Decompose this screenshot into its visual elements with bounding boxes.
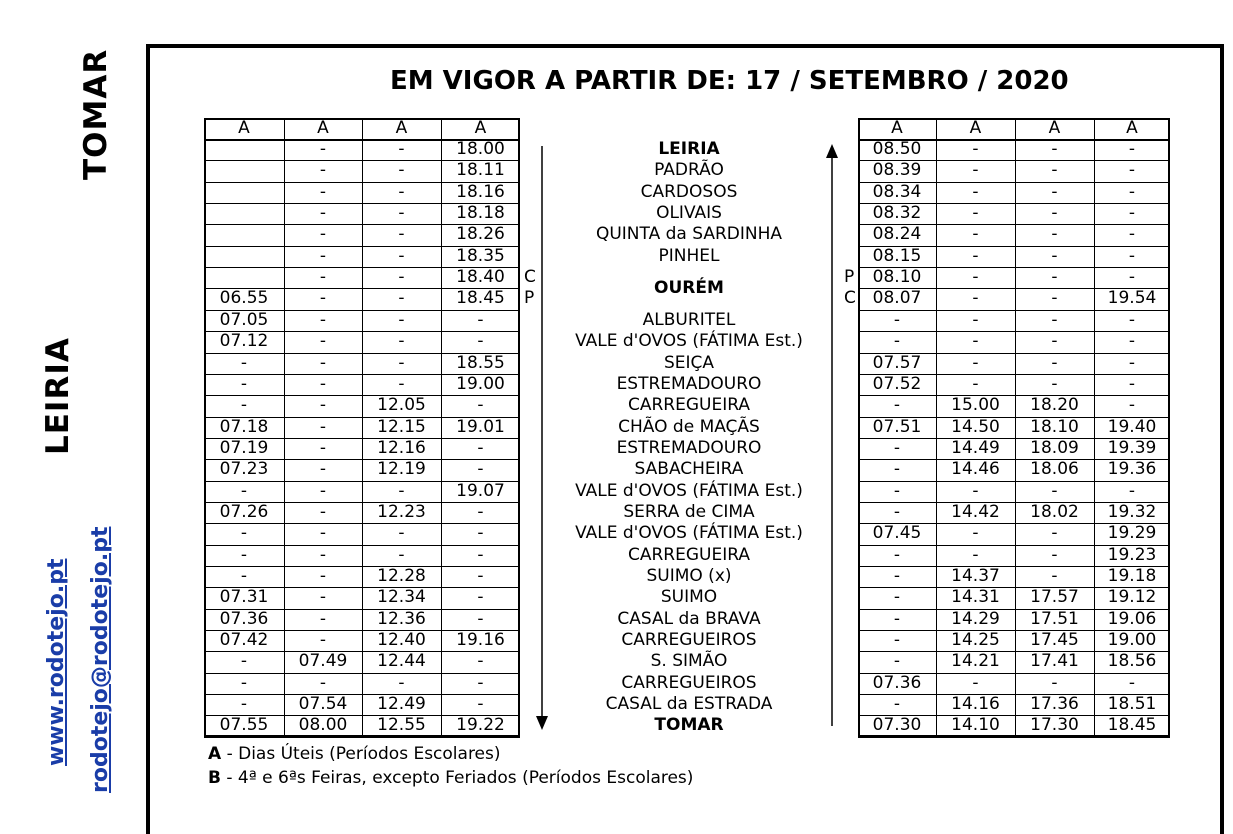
right-time-cell: 17.57 bbox=[1030, 587, 1079, 608]
right-time-cell: - bbox=[972, 480, 979, 501]
right-time-cell: - bbox=[1128, 395, 1136, 416]
left-time-cell: 12.49 bbox=[377, 694, 426, 715]
marker-c-left: C bbox=[524, 267, 536, 288]
legend-b-text: - 4ª e 6ªs Feiras, excepto Feriados (Períodos Escolares) bbox=[220, 768, 694, 788]
left-time-cell: - bbox=[319, 309, 327, 330]
left-time-cell: 18.26 bbox=[456, 224, 505, 245]
legend-a-key: A bbox=[208, 744, 222, 764]
left-time-cell: - bbox=[319, 267, 327, 288]
right-time-cell: 14.50 bbox=[951, 416, 1000, 437]
right-time-cell: 07.30 bbox=[872, 715, 922, 736]
right-time-cell: - bbox=[893, 309, 901, 330]
right-time-cell: - bbox=[893, 437, 901, 458]
right-time-cell: - bbox=[972, 139, 979, 159]
stop-name: SUIMO (x) bbox=[646, 566, 732, 586]
right-time-cell: 18.45 bbox=[1107, 715, 1157, 736]
left-time-cell: - bbox=[477, 437, 484, 458]
right-time-cell: - bbox=[893, 544, 901, 565]
left-time-cell: 12.23 bbox=[377, 501, 426, 522]
left-time-cell: - bbox=[319, 608, 327, 629]
right-time-cell: 18.09 bbox=[1030, 437, 1079, 458]
left-time-cell: - bbox=[398, 224, 405, 245]
left-time-cell: 18.18 bbox=[456, 203, 505, 224]
stop-name: CARREGUEIROS bbox=[621, 630, 757, 651]
left-time-cell: - bbox=[477, 501, 484, 522]
website-link[interactable]: www.rodotejo.pt bbox=[44, 558, 69, 766]
left-time-cell: 07.12 bbox=[219, 331, 269, 352]
left-time-cell: - bbox=[398, 480, 405, 501]
left-time-cell: - bbox=[477, 544, 484, 565]
right-time-cell: - bbox=[1051, 566, 1058, 586]
right-header: A bbox=[1126, 118, 1138, 138]
right-time-cell: 17.36 bbox=[1030, 694, 1079, 715]
right-time-cell: - bbox=[893, 395, 901, 416]
right-time-cell: 14.31 bbox=[951, 587, 1000, 608]
right-time-cell: - bbox=[893, 608, 901, 629]
left-time-cell: - bbox=[319, 139, 327, 159]
left-time-cell: - bbox=[398, 160, 405, 181]
left-time-cell: - bbox=[477, 694, 484, 715]
right-time-cell: - bbox=[972, 267, 979, 288]
stop-name: VALE d'OVOS (FÁTIMA Est.) bbox=[575, 331, 803, 352]
stop-name: SEIÇA bbox=[663, 352, 715, 373]
right-time-cell: 19.40 bbox=[1107, 416, 1157, 437]
left-time-cell: - bbox=[319, 523, 327, 544]
right-time-cell: 07.36 bbox=[872, 672, 922, 693]
left-time-cell: 08.00 bbox=[298, 715, 348, 736]
side-label-tomar: TOMAR bbox=[78, 48, 114, 180]
right-time-cell: - bbox=[972, 160, 979, 181]
right-time-cell: - bbox=[1051, 480, 1058, 501]
left-time-cell: - bbox=[477, 331, 484, 352]
left-time-cell: - bbox=[398, 373, 405, 394]
left-time-cell: - bbox=[319, 203, 327, 224]
right-time-cell: 08.39 bbox=[872, 160, 922, 181]
stop-name: QUINTA da SARDINHA bbox=[595, 224, 783, 245]
left-time-cell: - bbox=[319, 566, 327, 586]
left-time-cell: - bbox=[319, 587, 327, 608]
page-title: EM VIGOR A PARTIR DE: 17 / SETEMBRO / 2020 bbox=[390, 66, 1069, 96]
right-time-cell: - bbox=[893, 480, 901, 501]
right-time-cell: 07.57 bbox=[872, 352, 922, 373]
right-time-cell: - bbox=[972, 288, 979, 309]
left-time-cell: - bbox=[240, 672, 248, 693]
stop-name: ESTREMADOURO bbox=[616, 373, 762, 394]
right-time-cell: 07.45 bbox=[872, 523, 922, 544]
right-time-cell: - bbox=[972, 203, 979, 224]
legend-b bbox=[208, 768, 693, 788]
stop-name: PINHEL bbox=[658, 245, 720, 266]
right-time-cell: 19.06 bbox=[1107, 608, 1157, 629]
right-time-cell: - bbox=[1051, 544, 1058, 565]
marker-p-left: P bbox=[524, 288, 535, 309]
right-header: A bbox=[1048, 118, 1061, 138]
left-time-cell: - bbox=[319, 160, 327, 181]
left-time-cell: - bbox=[398, 544, 405, 565]
right-time-cell: 18.51 bbox=[1107, 694, 1157, 715]
left-time-cell: 18.40 bbox=[456, 267, 505, 288]
right-time-cell: - bbox=[1128, 245, 1136, 266]
stop-name: S. SIMÃO bbox=[650, 651, 728, 672]
stop-name: SABACHEIRA bbox=[634, 459, 744, 480]
left-time-cell: 12.16 bbox=[377, 437, 426, 458]
legend-b-key: B bbox=[208, 768, 221, 788]
direction-arrows bbox=[204, 118, 1170, 737]
stop-name: CHÃO de MAÇÃS bbox=[618, 416, 760, 437]
right-time-cell: 19.36 bbox=[1107, 459, 1157, 480]
right-time-cell: 08.15 bbox=[872, 245, 922, 266]
left-time-cell: 07.19 bbox=[219, 437, 269, 458]
stop-name: CARREGUEIRA bbox=[628, 395, 750, 416]
left-time-cell: 07.26 bbox=[219, 501, 269, 522]
timetable bbox=[204, 118, 1170, 738]
left-time-cell: - bbox=[240, 352, 248, 373]
right-time-cell: - bbox=[1128, 373, 1136, 394]
left-time-cell: - bbox=[398, 139, 405, 159]
left-time-cell: - bbox=[398, 523, 405, 544]
left-time-cell: 19.01 bbox=[456, 416, 505, 437]
right-time-cell: - bbox=[1128, 224, 1136, 245]
right-time-cell: 14.42 bbox=[951, 501, 1000, 522]
right-time-cell: - bbox=[1051, 203, 1058, 224]
left-time-cell: 18.16 bbox=[456, 181, 505, 202]
left-time-cell: 18.55 bbox=[456, 352, 505, 373]
right-time-cell: - bbox=[1128, 309, 1136, 330]
left-time-cell: 12.36 bbox=[377, 608, 426, 629]
right-time-cell: 18.20 bbox=[1030, 395, 1079, 416]
left-time-cell: - bbox=[319, 501, 327, 522]
right-time-cell: 14.16 bbox=[951, 694, 1000, 715]
right-time-cell: - bbox=[972, 544, 979, 565]
left-time-cell: - bbox=[319, 459, 327, 480]
right-time-cell: 14.29 bbox=[951, 608, 1000, 629]
left-header: A bbox=[238, 118, 250, 138]
right-time-cell: - bbox=[972, 331, 979, 352]
right-time-cell: - bbox=[893, 566, 901, 586]
left-time-cell: - bbox=[398, 352, 405, 373]
left-time-cell: 12.34 bbox=[377, 587, 426, 608]
left-time-cell: - bbox=[319, 331, 327, 352]
right-time-cell: - bbox=[1051, 331, 1058, 352]
right-time-cell: 17.30 bbox=[1030, 715, 1079, 736]
left-time-cell: 07.23 bbox=[219, 459, 269, 480]
left-time-cell: 07.49 bbox=[298, 651, 348, 672]
left-time-cell: 12.40 bbox=[377, 630, 426, 651]
right-time-cell: - bbox=[893, 459, 901, 480]
right-time-cell: - bbox=[893, 587, 901, 608]
right-time-cell: - bbox=[1051, 267, 1058, 288]
right-time-cell: - bbox=[972, 224, 979, 245]
right-time-cell: 08.32 bbox=[872, 203, 922, 224]
left-time-cell: 07.05 bbox=[219, 309, 269, 330]
right-time-cell: - bbox=[1128, 480, 1136, 501]
left-time-cell: - bbox=[319, 224, 327, 245]
right-time-cell: - bbox=[1051, 352, 1058, 373]
right-time-cell: 18.10 bbox=[1030, 416, 1079, 437]
right-time-cell: 19.23 bbox=[1107, 544, 1157, 565]
left-header: A bbox=[317, 118, 329, 138]
right-header: A bbox=[891, 118, 903, 138]
left-time-cell: - bbox=[319, 437, 327, 458]
left-time-cell: - bbox=[240, 544, 248, 565]
left-time-cell: 18.11 bbox=[456, 160, 505, 181]
left-time-cell: - bbox=[398, 181, 405, 202]
right-time-cell: 14.10 bbox=[951, 715, 1000, 736]
right-time-cell: 17.45 bbox=[1030, 630, 1079, 651]
left-time-cell: 18.45 bbox=[456, 288, 505, 309]
stop-name: CARDOSOS bbox=[640, 181, 738, 202]
row-divider bbox=[204, 737, 520, 738]
right-time-cell: 17.41 bbox=[1030, 651, 1079, 672]
right-time-cell: - bbox=[1051, 309, 1058, 330]
right-time-cell: 18.02 bbox=[1030, 501, 1079, 522]
right-time-cell: - bbox=[1051, 160, 1058, 181]
left-time-cell: - bbox=[398, 288, 405, 309]
stop-name: CASAL da BRAVA bbox=[617, 608, 761, 629]
up-arrow-head bbox=[826, 144, 838, 158]
left-time-cell: 19.22 bbox=[456, 715, 505, 736]
left-time-cell: - bbox=[398, 245, 405, 266]
left-time-cell: - bbox=[477, 608, 484, 629]
row-divider bbox=[858, 737, 1170, 738]
stop-name: VALE d'OVOS (FÁTIMA Est.) bbox=[575, 480, 803, 501]
left-time-cell: - bbox=[240, 651, 248, 672]
left-time-cell: - bbox=[319, 181, 327, 202]
right-time-cell: - bbox=[1128, 672, 1136, 693]
right-time-cell: 08.07 bbox=[872, 288, 922, 309]
left-time-cell: - bbox=[240, 566, 248, 586]
right-time-cell: - bbox=[1051, 245, 1058, 266]
marker-p-right: P bbox=[844, 267, 855, 288]
right-time-cell: 18.56 bbox=[1107, 651, 1157, 672]
left-time-cell: - bbox=[319, 416, 327, 437]
left-time-cell: - bbox=[319, 544, 327, 565]
left-time-cell: - bbox=[477, 459, 484, 480]
right-time-cell: - bbox=[1051, 224, 1058, 245]
stop-name: CASAL da ESTRADA bbox=[605, 694, 773, 715]
email-link[interactable]: rodotejo@rodotejo.pt bbox=[88, 526, 113, 793]
left-time-cell: 12.28 bbox=[377, 566, 426, 586]
right-time-cell: - bbox=[972, 245, 979, 266]
left-time-cell: - bbox=[398, 331, 405, 352]
right-time-cell: - bbox=[1051, 288, 1058, 309]
stop-name-merged: OURÉM bbox=[654, 277, 724, 298]
right-time-cell: - bbox=[1128, 331, 1136, 352]
right-time-cell: 19.12 bbox=[1107, 587, 1157, 608]
stop-name: ESTREMADOURO bbox=[616, 437, 762, 458]
right-time-cell: - bbox=[1128, 267, 1136, 288]
right-time-cell: 14.37 bbox=[951, 566, 1000, 586]
right-time-cell: - bbox=[1128, 203, 1136, 224]
left-time-cell: - bbox=[477, 651, 484, 672]
left-time-cell: - bbox=[477, 587, 484, 608]
left-time-cell: - bbox=[477, 672, 484, 693]
right-time-cell: - bbox=[972, 352, 979, 373]
right-time-cell: 08.24 bbox=[872, 224, 922, 245]
right-time-cell: 19.54 bbox=[1107, 288, 1157, 309]
left-header: A bbox=[395, 118, 408, 138]
right-time-cell: - bbox=[893, 651, 901, 672]
left-time-cell: 07.42 bbox=[219, 630, 269, 651]
left-time-cell: - bbox=[398, 309, 405, 330]
right-time-cell: 14.46 bbox=[951, 459, 1000, 480]
left-time-cell: 19.16 bbox=[456, 630, 505, 651]
left-time-cell: 07.36 bbox=[219, 608, 269, 629]
left-time-cell: - bbox=[477, 309, 484, 330]
left-time-cell: 12.05 bbox=[377, 395, 426, 416]
right-time-cell: - bbox=[972, 672, 979, 693]
left-time-cell: - bbox=[319, 630, 327, 651]
stop-name: VALE d'OVOS (FÁTIMA Est.) bbox=[575, 523, 803, 544]
right-time-cell: 14.49 bbox=[951, 437, 1000, 458]
right-time-cell: 18.06 bbox=[1030, 459, 1079, 480]
stop-name: SERRA de CIMA bbox=[623, 501, 755, 522]
right-time-cell: 19.39 bbox=[1107, 437, 1157, 458]
stop-name: LEIRIA bbox=[658, 139, 720, 159]
right-time-cell: - bbox=[1051, 181, 1058, 202]
right-time-cell: 17.51 bbox=[1030, 608, 1079, 629]
right-time-cell: - bbox=[893, 630, 901, 651]
left-time-cell: 19.00 bbox=[456, 373, 505, 394]
right-time-cell: - bbox=[1051, 672, 1058, 693]
right-time-cell: - bbox=[893, 501, 901, 522]
left-time-cell: - bbox=[240, 523, 248, 544]
left-time-cell: 07.18 bbox=[219, 416, 269, 437]
right-time-cell: 08.34 bbox=[872, 181, 922, 202]
left-time-cell: - bbox=[398, 267, 405, 288]
left-time-cell: 18.35 bbox=[456, 245, 505, 266]
right-time-cell: - bbox=[972, 309, 979, 330]
left-time-cell: - bbox=[319, 672, 327, 693]
left-time-cell: 07.55 bbox=[219, 715, 269, 736]
stop-name: CARREGUEIRA bbox=[628, 544, 750, 565]
right-time-cell: - bbox=[1051, 523, 1058, 544]
stop-name: TOMAR bbox=[654, 715, 724, 736]
right-time-cell: 14.25 bbox=[951, 630, 1000, 651]
left-time-cell: - bbox=[398, 672, 405, 693]
stop-name: ALBURITEL bbox=[642, 309, 736, 330]
left-time-cell: - bbox=[319, 288, 327, 309]
right-time-cell: - bbox=[893, 331, 901, 352]
left-time-cell: - bbox=[477, 395, 484, 416]
left-time-cell: - bbox=[319, 373, 327, 394]
stop-name: CARREGUEIROS bbox=[621, 672, 757, 693]
stop-name: PADRÃO bbox=[654, 160, 724, 181]
left-time-cell: - bbox=[477, 566, 484, 586]
right-time-cell: - bbox=[1051, 373, 1058, 394]
left-time-cell: - bbox=[240, 373, 248, 394]
right-time-cell: 15.00 bbox=[951, 395, 1000, 416]
right-time-cell: - bbox=[1128, 352, 1136, 373]
left-time-cell: 07.54 bbox=[298, 694, 348, 715]
right-time-cell: 19.29 bbox=[1107, 523, 1157, 544]
right-time-cell: - bbox=[1128, 139, 1136, 159]
right-time-cell: 08.10 bbox=[872, 267, 922, 288]
left-time-cell: 12.19 bbox=[377, 459, 426, 480]
left-time-cell: 12.15 bbox=[377, 416, 426, 437]
left-time-cell: - bbox=[319, 352, 327, 373]
marker-c-right: C bbox=[844, 288, 856, 309]
left-time-cell: 19.07 bbox=[456, 480, 505, 501]
right-time-cell: - bbox=[1051, 139, 1058, 159]
legend-a-text: - Dias Úteis (Períodos Escolares) bbox=[221, 744, 501, 764]
right-header: A bbox=[969, 118, 982, 138]
right-time-cell: - bbox=[1128, 160, 1136, 181]
down-arrow-head bbox=[536, 716, 548, 730]
right-time-cell: - bbox=[972, 373, 979, 394]
right-time-cell: 07.52 bbox=[872, 373, 922, 394]
left-time-cell: 06.55 bbox=[219, 288, 269, 309]
right-time-cell: 08.50 bbox=[872, 139, 922, 159]
stop-name: SUIMO bbox=[660, 587, 718, 608]
right-time-cell: 07.51 bbox=[872, 416, 922, 437]
left-time-cell: - bbox=[319, 245, 327, 266]
right-time-cell: 19.32 bbox=[1107, 501, 1157, 522]
left-time-cell: - bbox=[240, 694, 248, 715]
legend-a bbox=[208, 744, 501, 764]
left-header: A bbox=[474, 118, 487, 138]
right-time-cell: - bbox=[1128, 181, 1136, 202]
left-time-cell: - bbox=[319, 480, 327, 501]
right-time-cell: - bbox=[972, 523, 979, 544]
left-time-cell: 18.00 bbox=[456, 139, 505, 159]
left-time-cell: - bbox=[240, 395, 248, 416]
right-time-cell: 14.21 bbox=[951, 651, 1000, 672]
right-time-cell: 19.00 bbox=[1107, 630, 1157, 651]
left-time-cell: - bbox=[398, 203, 405, 224]
left-time-cell: 07.31 bbox=[219, 587, 269, 608]
left-time-cell: - bbox=[319, 395, 327, 416]
stop-name: OLIVAIS bbox=[656, 203, 722, 224]
right-time-cell: - bbox=[893, 694, 901, 715]
left-time-cell: 12.44 bbox=[377, 651, 426, 672]
right-time-cell: - bbox=[972, 181, 979, 202]
left-time-cell: 12.55 bbox=[377, 715, 426, 736]
left-time-cell: - bbox=[240, 480, 248, 501]
side-label-leiria: LEIRIA bbox=[40, 337, 76, 455]
left-time-cell: - bbox=[477, 523, 484, 544]
right-time-cell: 19.18 bbox=[1107, 566, 1157, 586]
